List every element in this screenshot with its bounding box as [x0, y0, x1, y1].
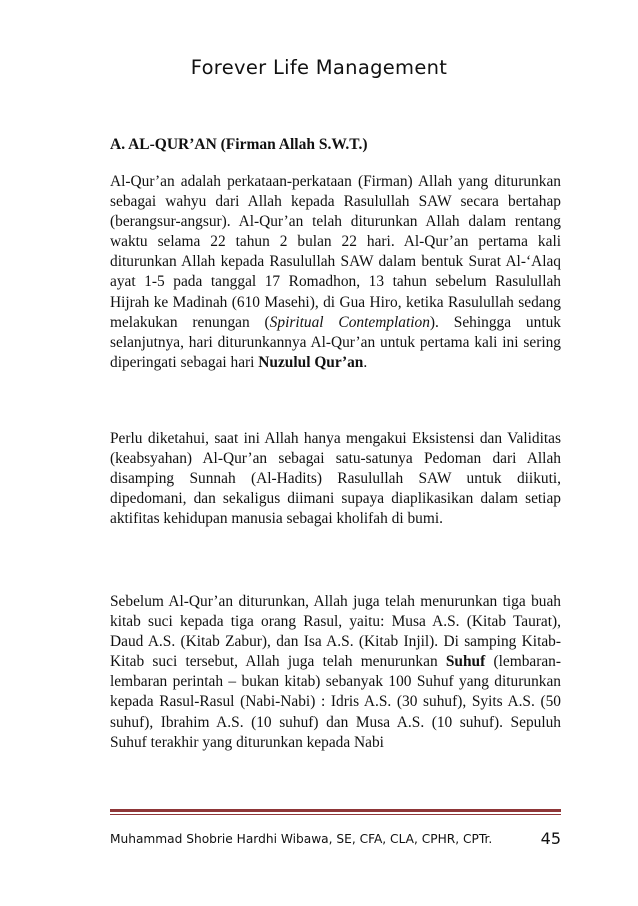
footer-rule [110, 809, 561, 812]
paragraph-3 [110, 592, 561, 753]
footer-author: Muhammad Shobrie Hardhi Wibawa, SE, CFA, CLA, CPHR, CPTr. [110, 832, 493, 846]
paragraph-3-bold-term: Suhuf [445, 653, 486, 671]
paragraph-1-text-b: ). Sehingga untuk selanjutnya, hari diturunkannya Al-Qur’an untuk pertama kali ini sering diperingati sebagai hari [110, 313, 561, 371]
footer-rule-thin [110, 814, 561, 815]
paragraph-1 [110, 172, 561, 373]
paragraph-1-bold-term: Nuzulul Qur’an [258, 353, 364, 371]
paragraph-1-text-a: Al-Qur’an adalah perkataan-perkataan (Firman) Allah yang diturunkan sebagai wahyu dari Allah kepada Rasulullah SAW secara bertahap (berangsur-angsur). Al-Qur’an telah diturunkan Allah dalam rentang waktu selama 22 tahun 2 bulan 22 hari. Al-Qur’an pertama kali diturunkan Allah kepada Rasulullah SAW dalam bentuk Surat Al-‘Alaq ayat 1-5 pada tanggal 17 Romadhon, 13 tahun sebelum Rasulullah Hijrah ke Madinah (610 Masehi), di Gua Hiro, ketika Rasulullah sedang melakukan renungan ( [110, 173, 561, 331]
paragraph-3-text-b: (lembaran-lembaran perintah – bukan kitab) sebanyak 100 Suhuf yang diturunkan kepada Rasul-Rasul (Nabi-Nabi) : Idris A.S. (30 suhuf), Syits A.S. (50 suhuf), Ibrahim A.S. (10 suhuf) dan Musa A.S. (10 suhuf). Sepuluh Suhuf terakhir yang diturunkan kepada Nabi [110, 653, 561, 751]
page-number: 45 [540, 829, 561, 848]
paragraph-3-text-a: Sebelum Al-Qur’an diturunkan, Allah juga telah menurunkan tiga buah kitab suci kepada tiga orang Rasul, yaitu: Musa A.S. (Kitab Taurat), Daud A.S. (Kitab Zabur), dan Isa A.S. (Kitab Injil). Di samping Kitab-Kitab suci tersebut, Allah juga telah menurunkan [110, 593, 561, 671]
running-header: Forever Life Management [190, 56, 448, 79]
paragraph-2: Perlu diketahui, saat ini Allah hanya mengakui Eksistensi dan Validitas (keabsyahan) Al-Qur’an sebagai satu-satunya Pedoman dari Allah disamping Sunnah (Al-Hadits) Rasulullah SAW untuk diikuti, dipedomani, dan sekaligus diimani supaya diaplikasikan dalam setiap aktifitas kehidupan manusia sebagai kholifah di bumi. [110, 430, 561, 528]
paragraph-1-italic-term: Spiritual Contemplation [269, 313, 430, 331]
section-title: A. AL-QUR’AN (Firman Allah S.W.T.) [110, 136, 368, 153]
paragraph-1-text-c: . [363, 353, 368, 371]
